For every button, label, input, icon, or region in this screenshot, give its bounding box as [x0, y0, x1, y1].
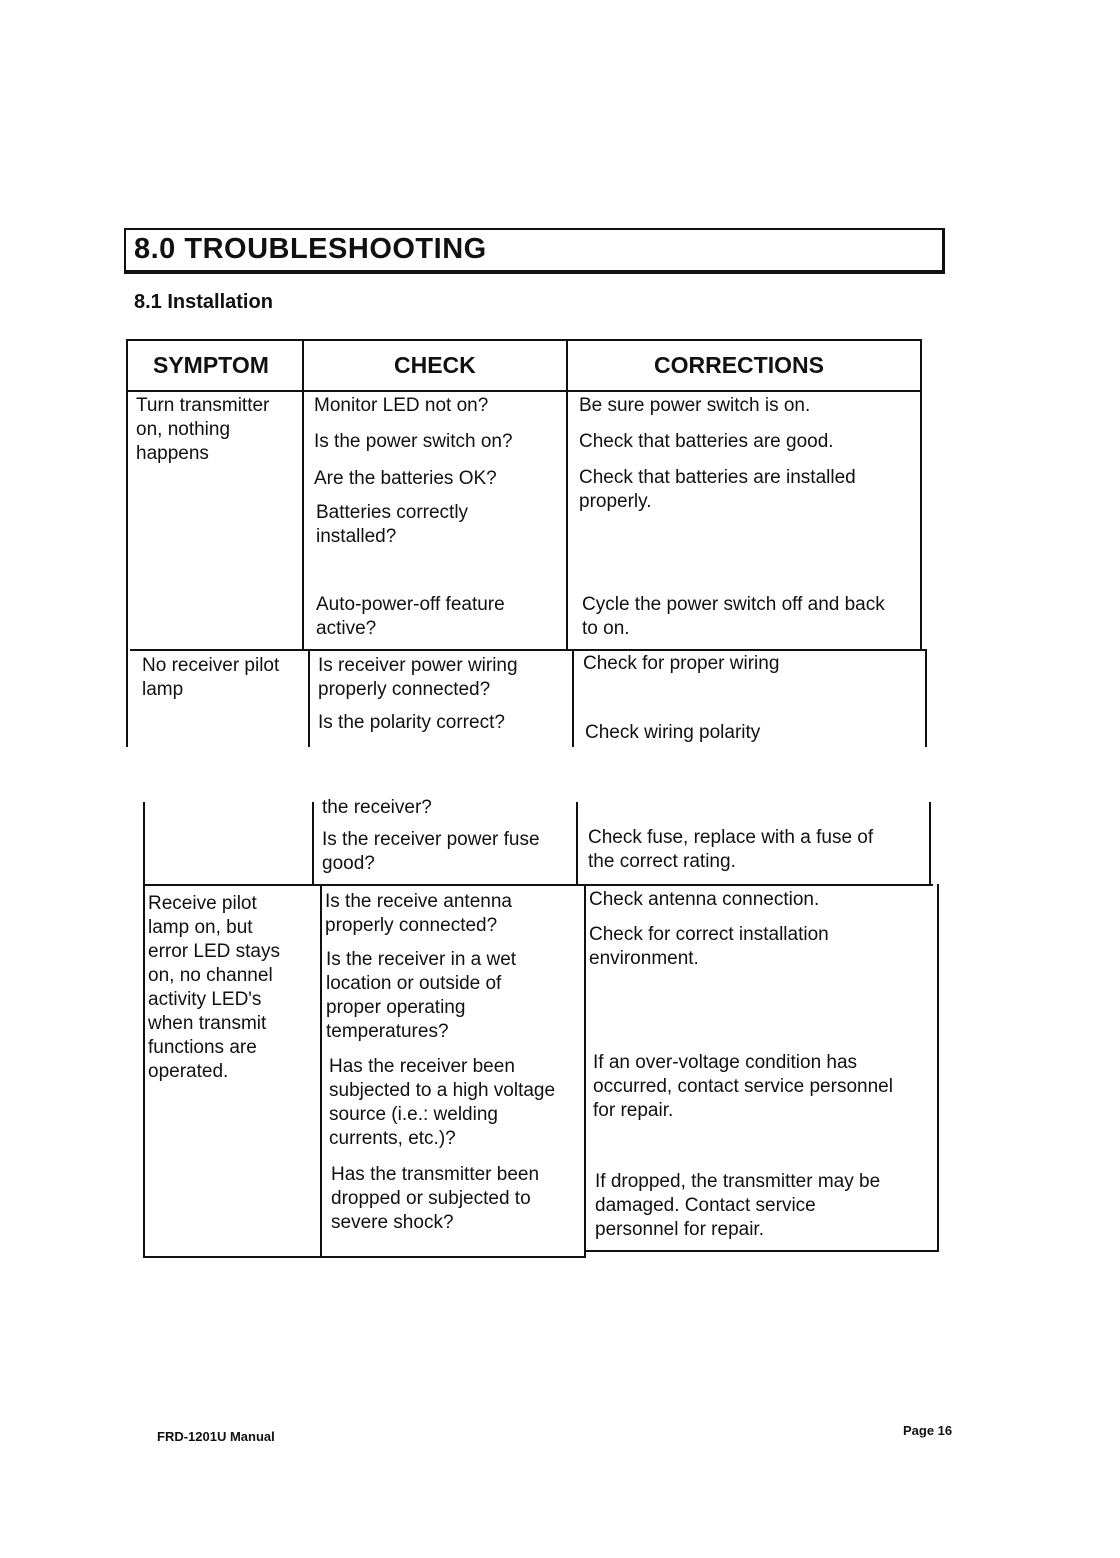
header-check: CHECK — [394, 352, 476, 378]
check-item: Monitor LED not on? — [314, 395, 489, 416]
correction-item: Check that batteries are installed properly. — [579, 467, 856, 512]
correction-item: Check for correct installation environment. — [589, 924, 829, 969]
check-item: Is receiver power wiring properly connected? — [318, 655, 518, 700]
check-item: Is the receive antenna properly connected? — [325, 891, 512, 936]
table1-row-divider — [130, 649, 926, 651]
correction-item: Be sure power switch is on. — [579, 395, 811, 416]
check-item: Auto-power-off feature active? — [316, 594, 505, 639]
table2-col-divider-1 — [312, 802, 314, 886]
correction-item: Check wiring polarity — [585, 722, 761, 743]
table2-bottom-right — [584, 1250, 939, 1252]
correction-item: Check fuse, replace with a fuse of the correct rating. — [588, 827, 874, 872]
table2-col-divider-1b — [320, 884, 322, 1258]
check-item: the receiver? — [322, 797, 432, 816]
table2-right-border-b — [937, 884, 939, 1252]
table2-left-border — [143, 802, 145, 1258]
section-heading: 8.1 Installation — [134, 291, 273, 313]
table1-right-border — [920, 339, 922, 651]
footer-page-number: Page 16 — [903, 1423, 953, 1438]
table2-row-divider — [143, 884, 933, 886]
header-corrections: CORRECTIONS — [654, 352, 824, 378]
check-item: Is the receiver power fuse good? — [322, 829, 540, 874]
table2-col-divider-2 — [576, 802, 578, 886]
symptom-cell: No receiver pilot lamp — [142, 655, 280, 700]
check-item: Batteries correctly installed? — [316, 502, 469, 547]
table2-right-border — [929, 802, 931, 886]
table1-col-divider-2b — [572, 649, 574, 747]
table1-col-divider-1 — [302, 339, 304, 651]
table1-col-divider-2 — [566, 339, 568, 651]
table1-col-divider-1b — [308, 649, 310, 747]
correction-item: Check that batteries are good. — [579, 431, 834, 452]
check-item: Are the batteries OK? — [314, 468, 497, 489]
table2-bottom-left — [143, 1256, 586, 1258]
table2-col-divider-2b — [584, 884, 586, 1258]
header-symptom: SYMPTOM — [153, 352, 269, 378]
check-item: Is the receiver in a wet location or outside of proper operating temperatures? — [326, 949, 517, 1042]
table1-left-border — [126, 339, 128, 747]
title-box — [124, 228, 945, 274]
check-item: Has the receiver been subjected to a high voltage source (i.e.: welding currents, etc.)? — [329, 1056, 556, 1149]
correction-item: Check for proper wiring — [583, 653, 780, 674]
check-item: Is the polarity correct? — [318, 712, 505, 733]
footer-manual-name: FRD-1201U Manual — [157, 1429, 275, 1444]
page-title: 8.0 TROUBLESHOOTING — [134, 233, 487, 265]
table1-top-border — [126, 339, 922, 341]
check-item: Is the power switch on? — [314, 431, 513, 452]
correction-item: If dropped, the transmitter may be damaged. Contact service personnel for repair. — [595, 1171, 881, 1240]
correction-item: Check antenna connection. — [589, 889, 820, 910]
check-item: Has the transmitter been dropped or subjected to severe shock? — [331, 1164, 540, 1233]
correction-item: If an over-voltage condition has occurred, contact service personnel for repair. — [593, 1052, 893, 1121]
correction-item: Cycle the power switch off and back to on. — [582, 594, 885, 639]
table1-right-border-b — [925, 649, 927, 747]
symptom-cell: Receive pilot lamp on, but error LED stays on, no channel activity LED's when transmit functions are operated. — [148, 893, 280, 1082]
table1-header-divider — [126, 390, 922, 392]
symptom-cell: Turn transmitter on, nothing happens — [136, 395, 270, 464]
